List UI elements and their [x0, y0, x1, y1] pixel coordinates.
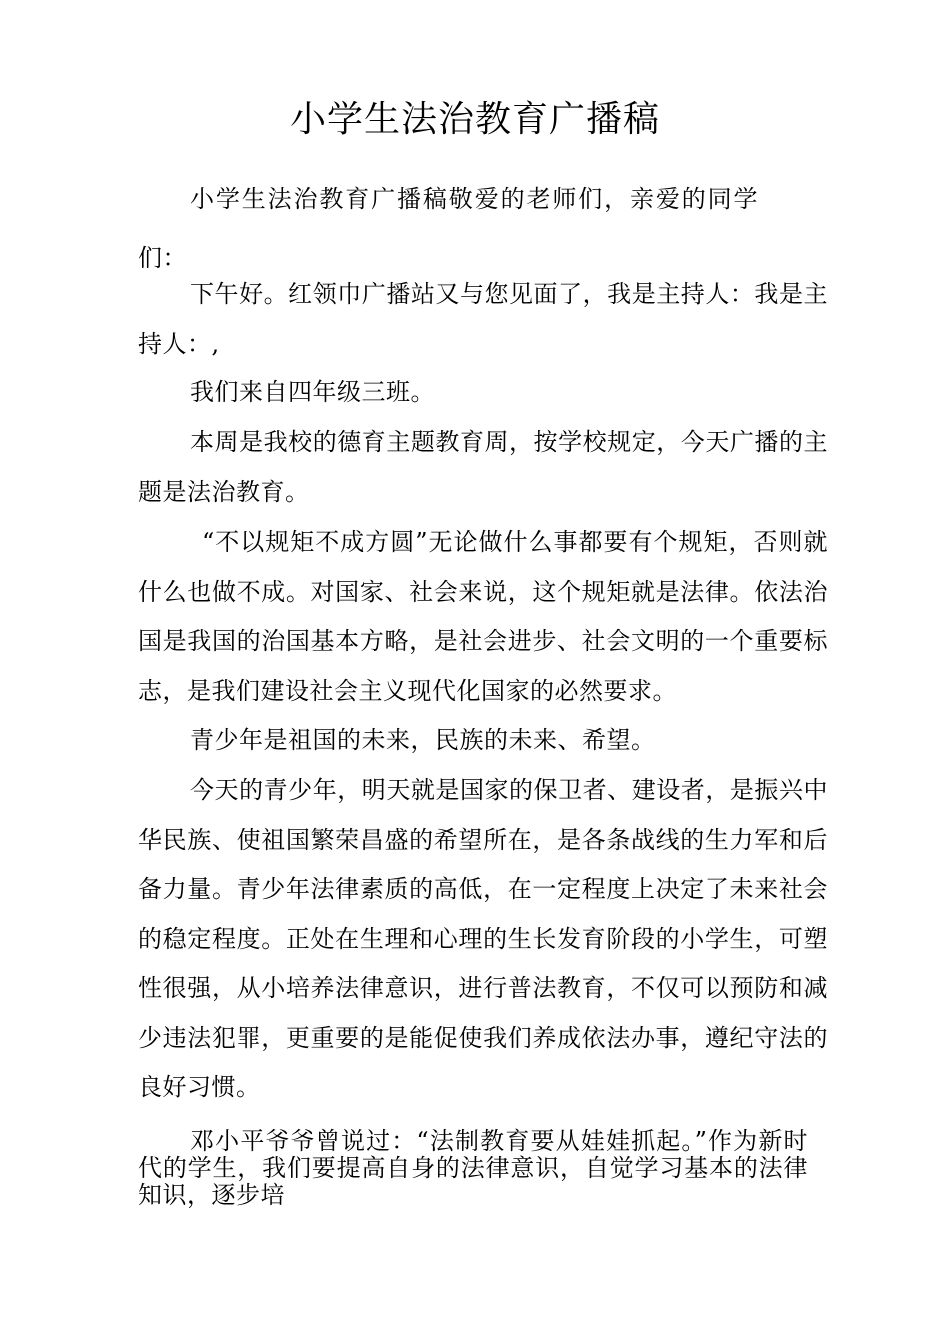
paragraph-theme: 本周是我校的德育主题教育周，按学校规定，今天广播的主题是法治教育。	[138, 428, 828, 506]
paragraph-rules: “不以规矩不成方圆”无论做什么事都要有个规矩，否则就什么也做不成。对国家、社会来说，这个规矩就是法律。依法治国是我国的治国基本方略，是社会进步、社会文明的一个重要标志，是我们建设社会主义现代化国家的必然要求。	[138, 528, 828, 705]
paragraph-class: 我们来自四年级三班。	[190, 378, 435, 406]
paragraph-youth: 青少年是祖国的未来，民族的未来、希望。	[190, 726, 656, 754]
document-title: 小学生法治教育广播稿	[289, 99, 660, 140]
paragraph-greeting: 小学生法治教育广播稿敬爱的老师们，亲爱的同学们：	[138, 185, 758, 272]
paragraph-intro: 下午好。红领巾广播站又与您见面了，我是主持人：我是主持人：,	[138, 280, 828, 358]
paragraph-deng-quote: 邓小平爷爷曾说过：“法制教育要从娃娃抓起。”作为新时代的学生，我们要提高自身的法律意识，自觉学习基本的法律知识，逐步培	[138, 1127, 808, 1209]
paragraph-future: 今天的青少年，明天就是国家的保卫者、建设者，是振兴中华民族、使祖国繁荣昌盛的希望所在，是各条战线的生力军和后备力量。青少年法律素质的高低，在一定程度上决定了未来社会的稳定程度。正处在生理和心理的生长发育阶段的小学生，可塑性很强，从小培养法律意识，进行普法教育，不仅可以预防和减少违法犯罪，更重要的是能促使我们养成依法办事，遵纪守法的良好习惯。	[138, 776, 828, 1101]
